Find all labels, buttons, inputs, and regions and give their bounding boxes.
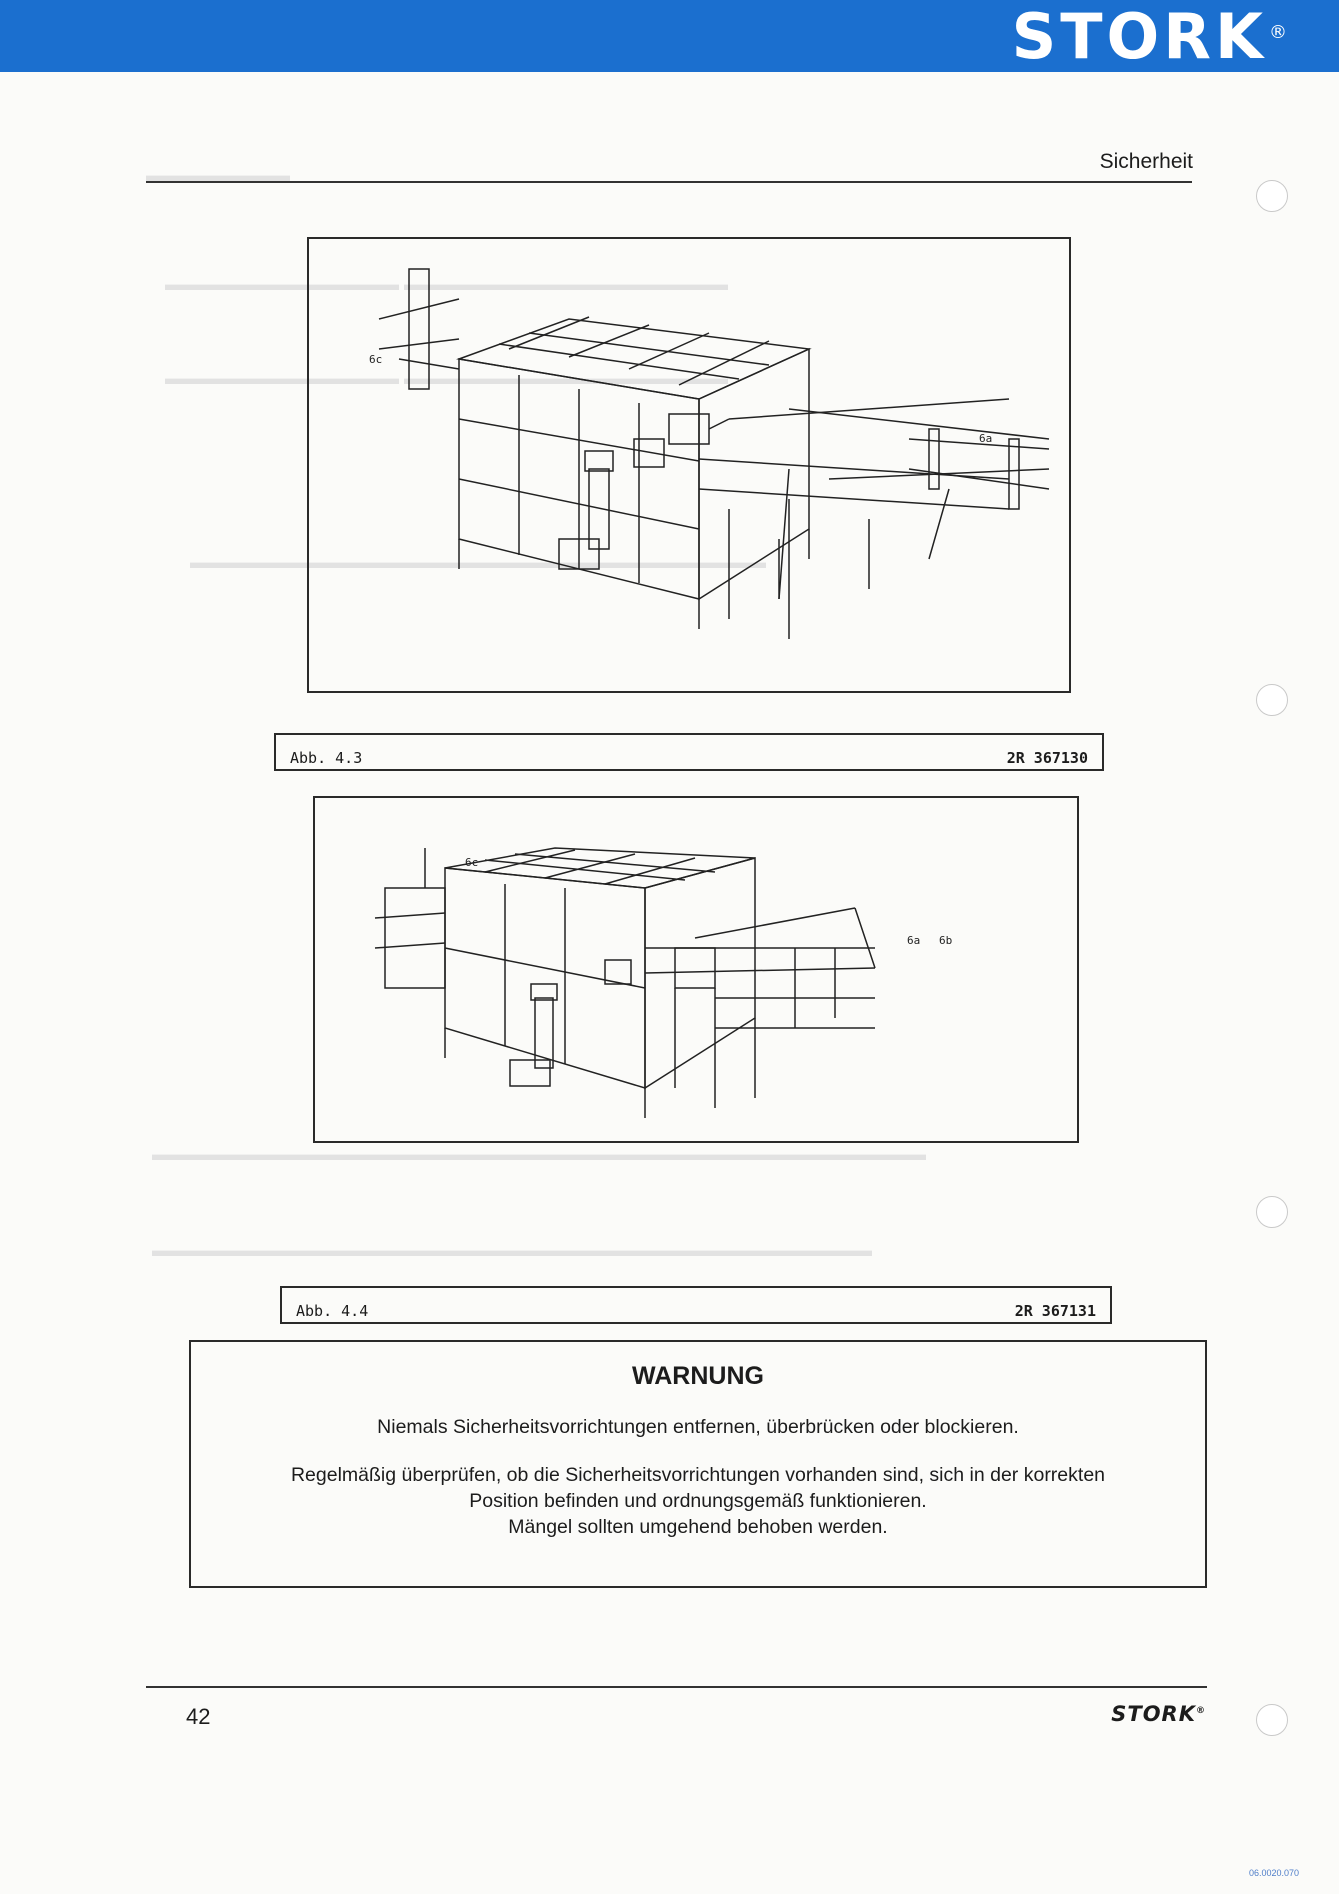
callout-6c-fig2: 6c xyxy=(465,856,479,869)
document-reference: 06.0020.070 xyxy=(1248,1868,1299,1878)
punch-hole-2 xyxy=(1256,684,1288,716)
warning-line-1: Niemals Sicherheitsvorrichtungen entfernen, überbrücken oder blockieren. xyxy=(377,1416,1019,1438)
header-bar xyxy=(0,0,1339,72)
warning-box xyxy=(189,1340,1207,1588)
punch-hole-4 xyxy=(1256,1704,1288,1736)
show-through-5: ▬▬▬▬▬▬▬▬▬▬▬▬▬▬▬▬▬▬▬▬▬▬▬▬▬▬▬▬▬▬▬▬▬▬▬▬▬▬▬▬▬▬▬ xyxy=(152,1144,926,1164)
figure-4-4-caption xyxy=(280,1286,1112,1324)
footer-logo-mark: ® xyxy=(1196,1706,1206,1716)
stork-logo-text: STORK xyxy=(1011,0,1267,73)
callout-6a-fig1: 6a xyxy=(979,432,993,445)
figure-4-4-frame xyxy=(313,796,1079,1143)
show-through-6: ▬▬▬▬▬▬▬▬▬▬▬▬▬▬▬▬▬▬▬▬▬▬▬▬▬▬▬▬▬▬▬▬▬▬▬▬▬▬▬▬ xyxy=(152,1240,872,1260)
show-through-4: ▬▬▬▬▬▬▬▬▬▬▬▬▬▬▬▬▬▬▬▬▬▬▬▬▬▬▬▬▬▬▬▬ xyxy=(190,552,766,572)
punch-hole-3 xyxy=(1256,1196,1288,1228)
header-rule xyxy=(146,181,1192,183)
machine-drawing-4-4 xyxy=(315,798,1077,1141)
punch-hole-1 xyxy=(1256,180,1288,212)
callout-6b-fig2: 6b xyxy=(939,934,953,947)
warning-line-2: Regelmäßig überprüfen, ob die Sicherheitsvorrichtungen vorhanden sind, sich in der korrekten xyxy=(290,1464,1106,1486)
show-through-3: ▬▬▬▬▬▬▬▬▬▬▬▬▬ ▬▬▬▬▬▬▬▬▬▬▬▬▬▬▬▬▬▬ xyxy=(165,368,729,388)
show-through-2: ▬▬▬▬▬▬▬▬▬▬▬▬▬ ▬▬▬▬▬▬▬▬▬▬▬▬▬▬▬▬▬▬ xyxy=(165,274,729,294)
figure-4-3-code: 2R 367130 xyxy=(1006,749,1088,767)
warning-line-4: Mängel sollten umgehend behoben werden. xyxy=(508,1516,888,1538)
callout-6a-fig2: 6a xyxy=(907,934,921,947)
page-number: 42 xyxy=(186,1704,211,1729)
footer-logo xyxy=(1111,1702,1206,1726)
footer-logo-text: STORK xyxy=(1111,1702,1196,1726)
footer-rule xyxy=(146,1686,1207,1688)
show-through-1: ▬▬▬▬▬▬▬▬ xyxy=(146,165,290,185)
stork-logo xyxy=(1012,2,1291,72)
figure-4-3-caption xyxy=(274,733,1104,771)
warning-title: WARNUNG xyxy=(632,1362,764,1390)
section-title: Sicherheit xyxy=(1099,150,1193,173)
registered-mark: ® xyxy=(1269,22,1291,43)
machine-drawing-4-3 xyxy=(309,239,1069,691)
callout-6c-fig1: 6c xyxy=(369,353,383,366)
warning-line-3: Position befinden und ordnungsgemäß funktionieren. xyxy=(469,1490,927,1512)
figure-4-4-code: 2R 367131 xyxy=(1014,1302,1096,1320)
figure-4-3-label: Abb. 4.3 xyxy=(290,749,363,767)
figure-4-4-label: Abb. 4.4 xyxy=(296,1302,369,1320)
figure-4-3-frame xyxy=(307,237,1071,693)
